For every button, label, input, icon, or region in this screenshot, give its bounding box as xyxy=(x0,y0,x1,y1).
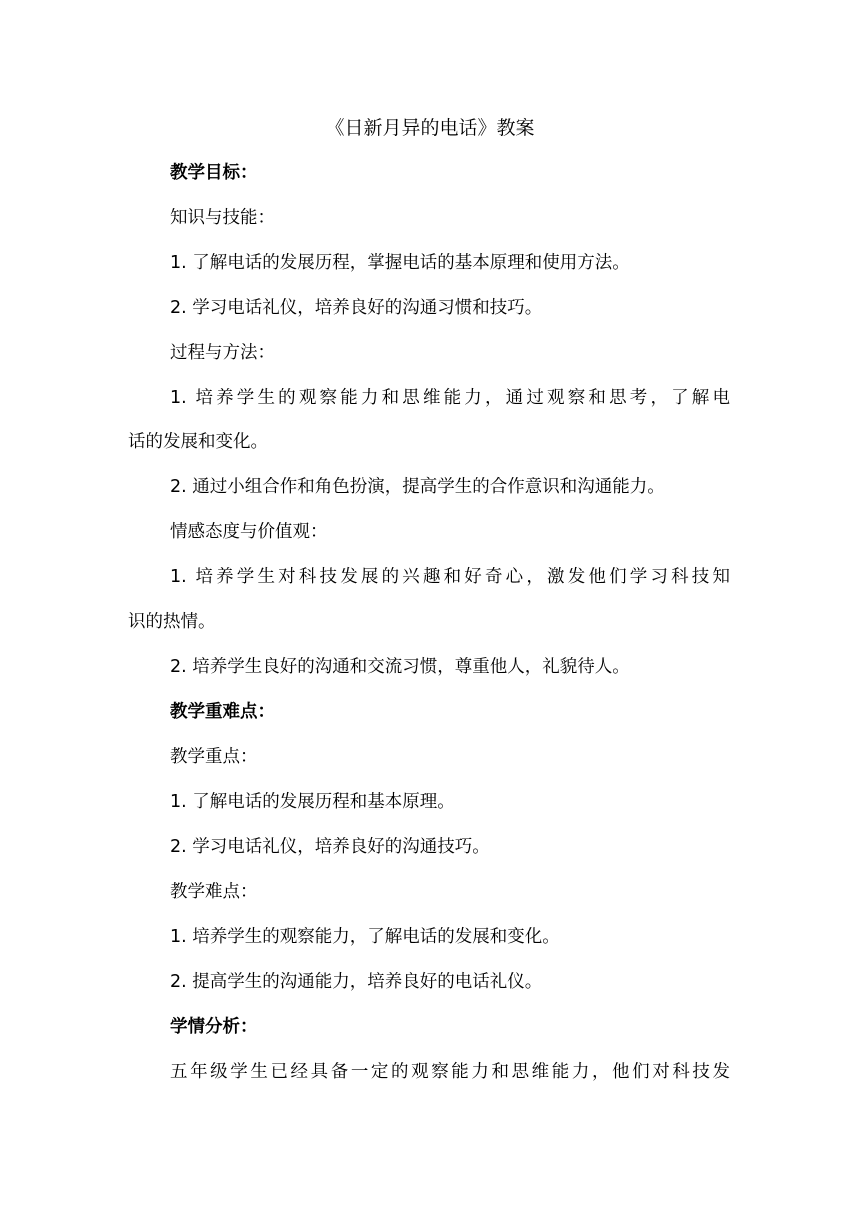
section-heading-analysis: 学情分析： xyxy=(170,1017,258,1037)
section-heading-keypoints: 教学重难点： xyxy=(170,702,275,722)
subheading-emotion: 情感态度与价值观： xyxy=(170,522,328,542)
list-item: 1. 培养学生的观察能力和思维能力，通过观察和思考，了解电 xyxy=(170,388,730,408)
list-item-continuation: 识的热情。 xyxy=(128,612,216,632)
list-item: 1. 了解电话的发展历程，掌握电话的基本原理和使用方法。 xyxy=(170,253,630,273)
list-item: 2. 通过小组合作和角色扮演，提高学生的合作意识和沟通能力。 xyxy=(170,477,665,497)
subheading-process: 过程与方法： xyxy=(170,343,275,363)
list-item: 1. 了解电话的发展历程和基本原理。 xyxy=(170,792,455,812)
list-item: 1. 培养学生的观察能力，了解电话的发展和变化。 xyxy=(170,927,560,947)
section-heading-goals: 教学目标： xyxy=(170,163,258,183)
paragraph-line: 五年级学生已经具备一定的观察能力和思维能力，他们对科技发 xyxy=(170,1062,730,1082)
subheading-difficulty: 教学难点： xyxy=(170,882,258,902)
subheading-knowledge: 知识与技能： xyxy=(170,208,275,228)
list-item: 2. 提高学生的沟通能力，培养良好的电话礼仪。 xyxy=(170,972,543,992)
list-item: 2. 学习电话礼仪，培养良好的沟通习惯和技巧。 xyxy=(170,298,543,318)
list-item: 1. 培养学生对科技发展的兴趣和好奇心，激发他们学习科技知 xyxy=(170,567,730,587)
document-title: 《日新月异的电话》教案 xyxy=(325,117,535,139)
list-item-continuation: 话的发展和变化。 xyxy=(128,432,268,452)
list-item: 2. 培养学生良好的沟通和交流习惯，尊重他人，礼貌待人。 xyxy=(170,657,630,677)
list-item: 2. 学习电话礼仪，培养良好的沟通技巧。 xyxy=(170,837,490,857)
subheading-focus: 教学重点： xyxy=(170,747,258,767)
